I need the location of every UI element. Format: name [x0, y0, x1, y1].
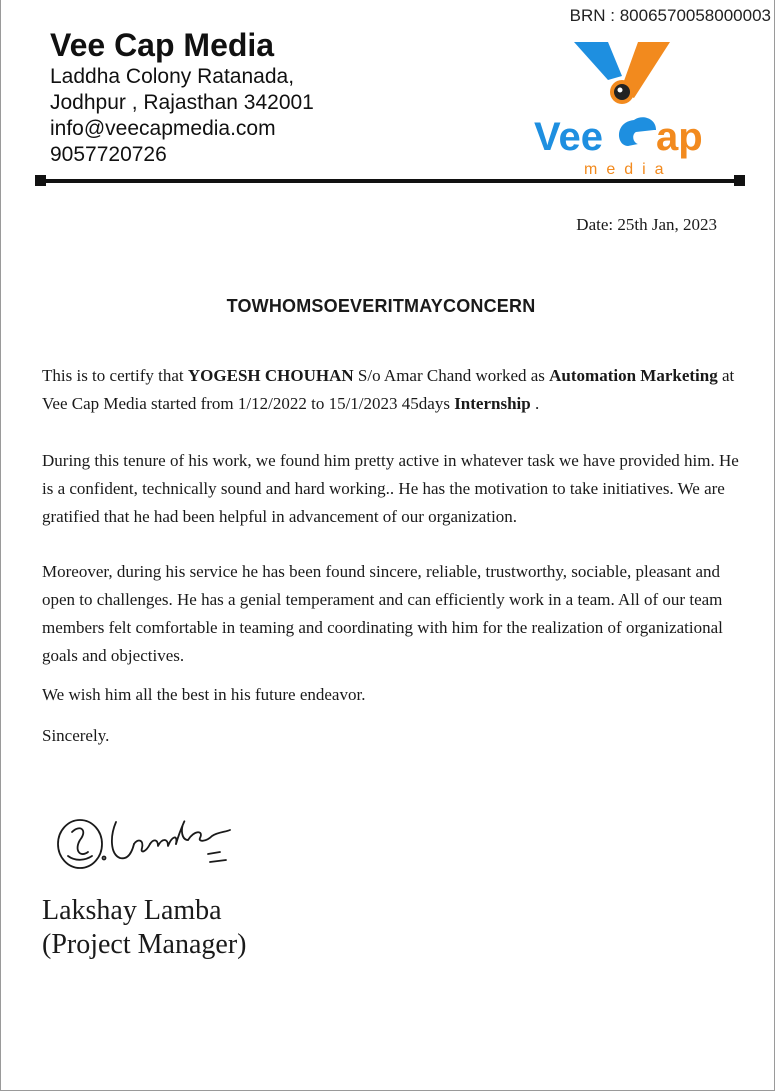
header-divider-left-end — [35, 175, 46, 186]
company-address-line1: Laddha Colony Ratanada, — [50, 65, 295, 88]
p1-text-1: This is to certify that — [42, 366, 188, 385]
brn-number: BRN : 8006570058000003 — [569, 6, 771, 25]
company-address-line2: Jodhpur , Rajasthan 342001 — [50, 91, 314, 114]
vee-cap-media-logo — [530, 40, 720, 180]
company-name: Vee Cap Media — [50, 27, 275, 63]
letter-date: Date: 25th Jan, 2023 — [576, 215, 717, 234]
p1-text-2: S/o Amar Chand worked as — [353, 366, 550, 385]
logo-vee-text: Vee — [534, 115, 603, 159]
signer-title: (Project Manager) — [42, 929, 247, 960]
header-divider-right-end — [734, 175, 745, 186]
conduct-paragraph: Moreover, during his service he has been found sincere, reliable, trustworthy, sociable, pleasant and open to challenges. He has a genial temperament and can efficiently work in a team. All of our team members felt comfortable in teaming and coordinating with him for the realization of organizational goals and objectives. — [42, 562, 723, 665]
company-phone: 9057720726 — [50, 143, 167, 166]
handwritten-signature — [50, 800, 250, 880]
certification-paragraph — [42, 362, 742, 418]
closing-text: Sincerely. — [42, 726, 110, 745]
company-block — [50, 26, 314, 168]
logo-v-left-stroke — [574, 42, 622, 80]
signatory-block — [42, 894, 246, 962]
wishes-paragraph: We wish him all the best in his future endeavor. — [42, 685, 366, 704]
intern-role: Automation Marketing — [549, 366, 718, 385]
p1-text-3: at Vee Cap Media started from 1/12/2022 to 15/1/2023 45days — [42, 366, 735, 413]
p1-text-4: . — [530, 394, 540, 413]
signer-name: Lakshay Lamba — [42, 895, 222, 926]
company-email: info@veecapmedia.com — [50, 117, 276, 140]
intern-name: YOGESH CHOUHAN — [187, 366, 354, 385]
letter-heading: TOWHOMSOEVERITMAYCONCERN — [226, 296, 536, 316]
engagement-type: Internship — [454, 394, 531, 413]
performance-paragraph: During this tenure of his work, we found him pretty active in whatever task we have provided him. He is a confident, technically sound and hard working.. He has the motivation to take initiatives. We are gratified that he had been helpful in advancement of our organization. — [42, 451, 739, 526]
logo-cap-text: ap — [656, 115, 703, 159]
header-divider — [35, 179, 743, 183]
logo-media-text: media — [584, 161, 673, 178]
